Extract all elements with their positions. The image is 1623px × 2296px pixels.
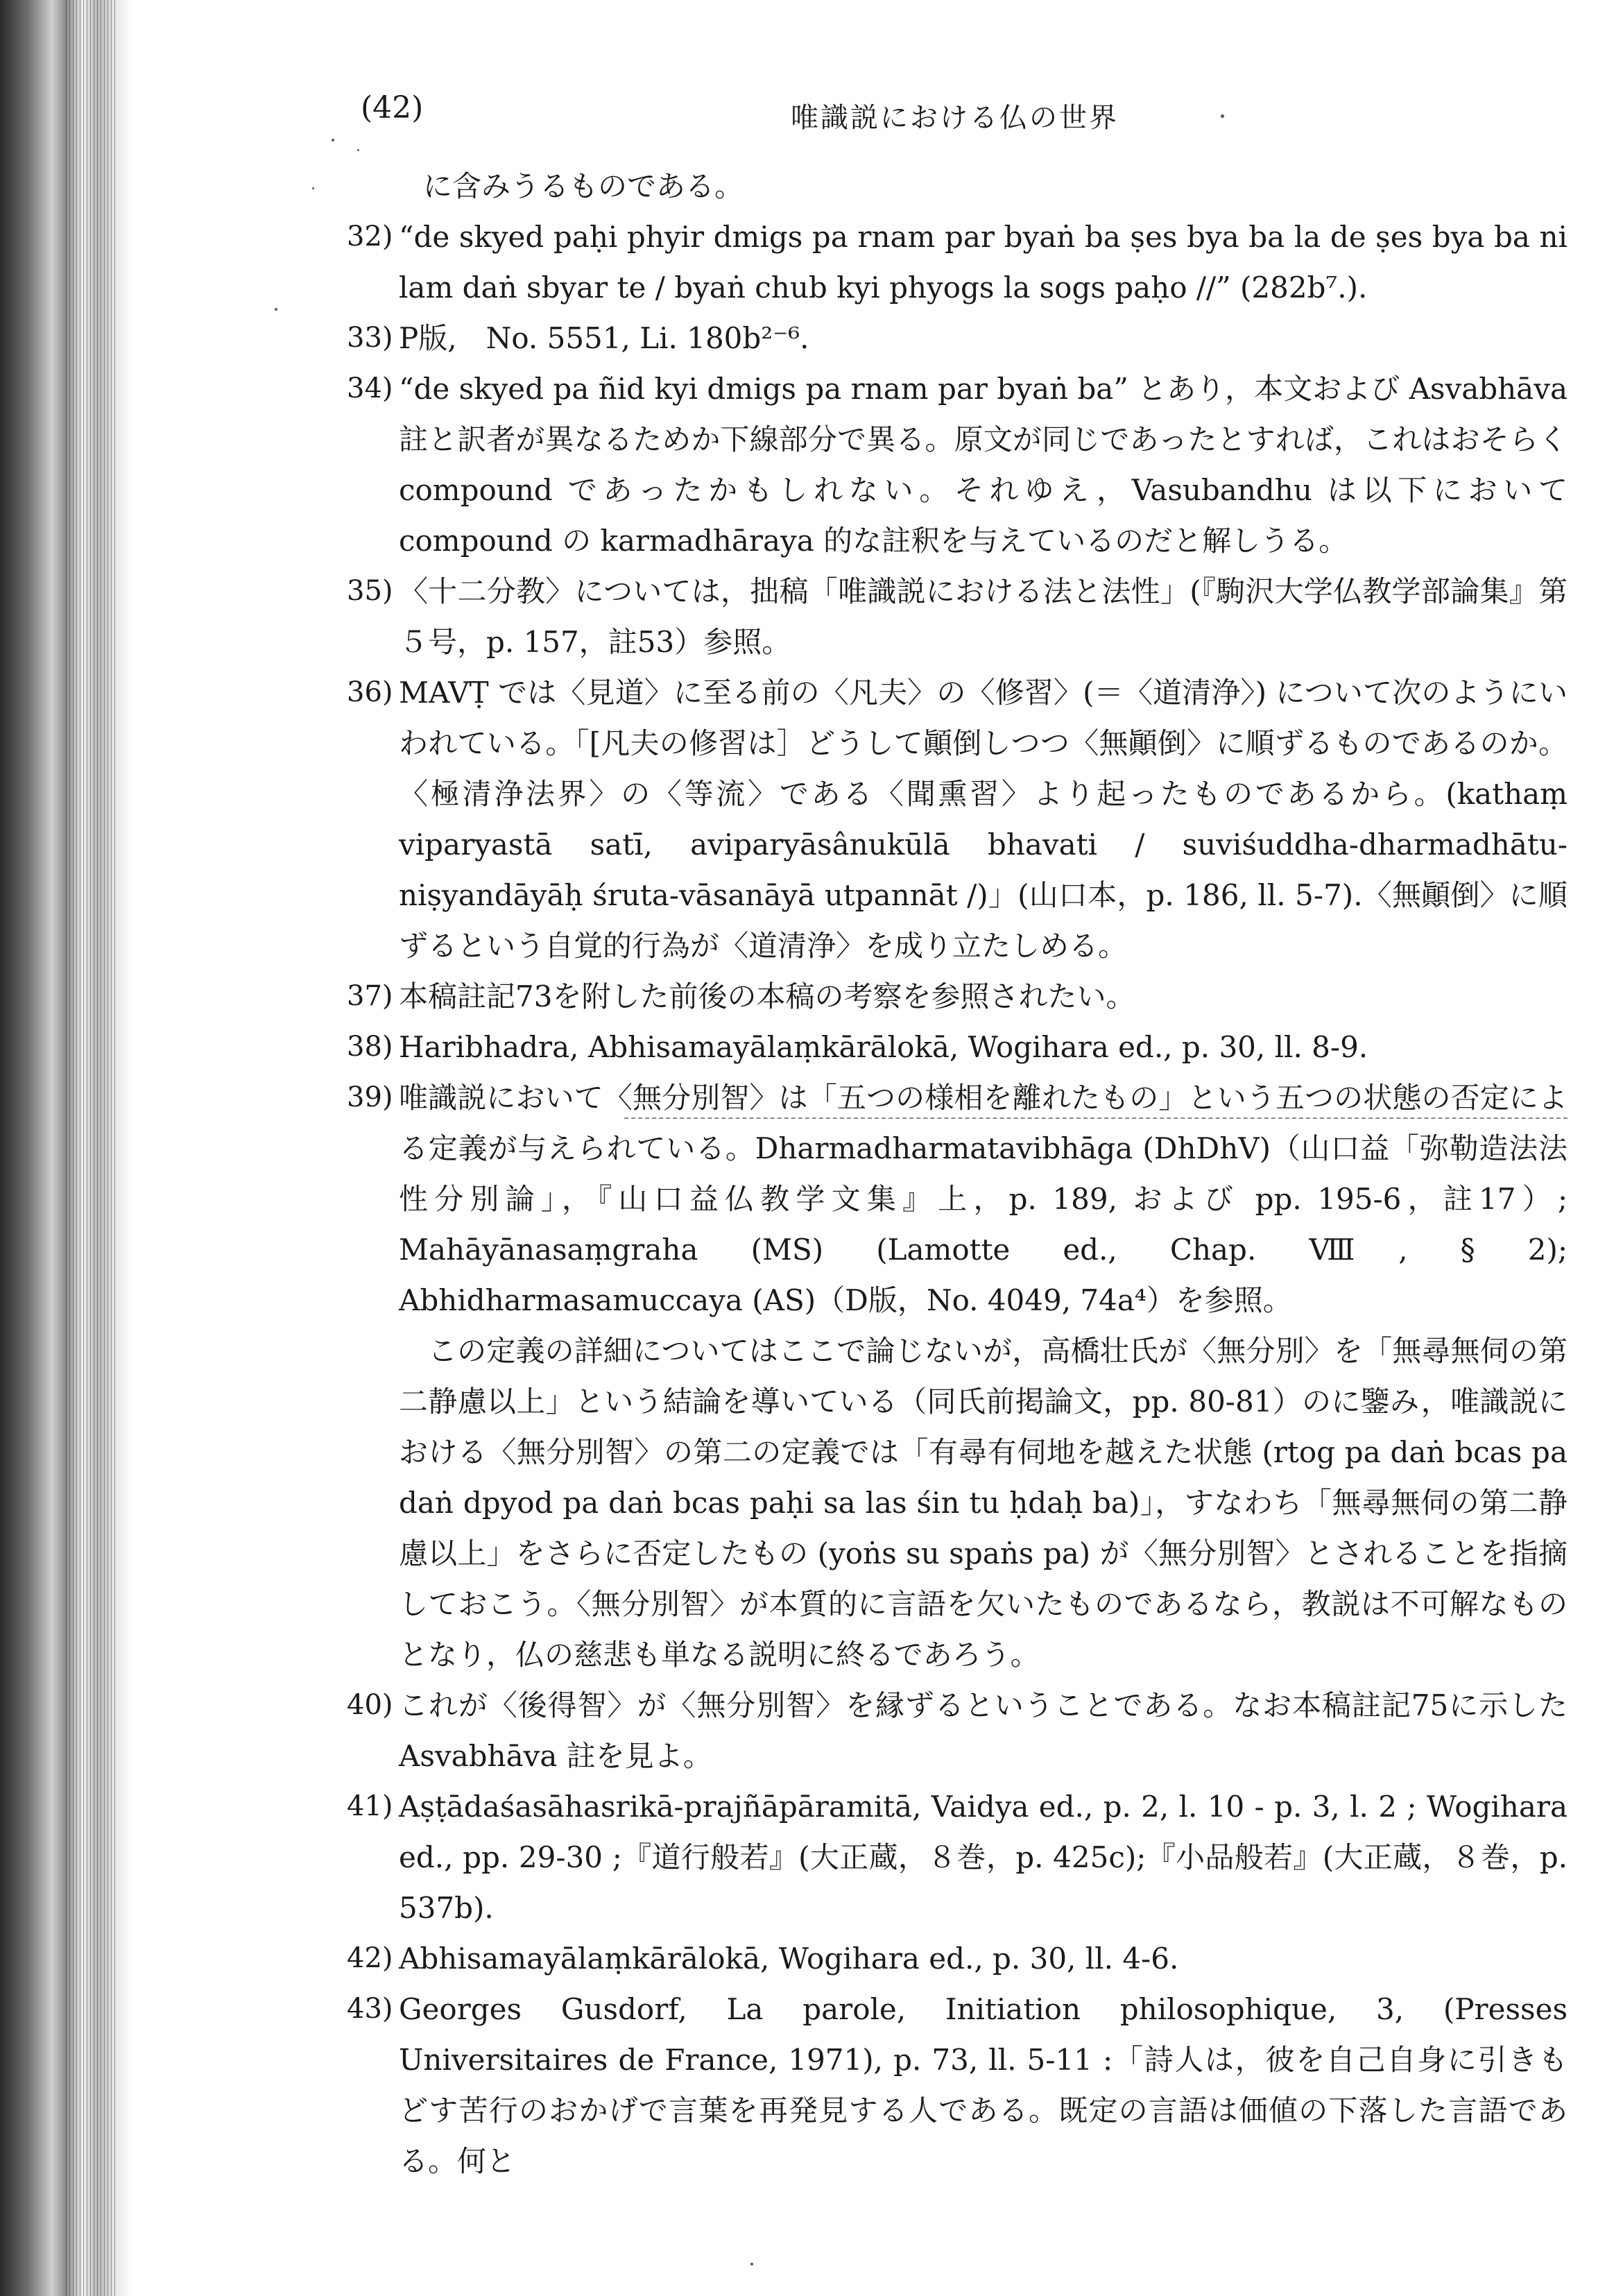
note-32 xyxy=(347,212,1568,313)
note-body xyxy=(399,1072,1568,1680)
scan-speck xyxy=(312,187,314,189)
note-number: 34) xyxy=(347,372,393,404)
note-number: 33) xyxy=(347,322,393,354)
note-text: 唯識説において〈無分別智〉は「五つの様相を離れたもの」という五つの状態の否定による定義が与えられている。Dharmadharmatavibhāga (DhDhV)（山口益「弥勒造法法性分別論」，『山口益仏教学文集』上，p. 189, および pp. 195-6，註17）; Mahāyānasaṃgraha (MS) (Lamotte ed., Chap. Ⅷ, § 2); Abhidharmasamuccaya (AS)（D版，No. 4049, 74a⁴）を参照。 xyxy=(399,1081,1568,1317)
note-number: 42) xyxy=(347,1942,393,1974)
note-number: 32) xyxy=(347,221,393,252)
note-40 xyxy=(347,1680,1568,1781)
page-header xyxy=(0,90,1623,146)
note-35 xyxy=(347,566,1568,667)
book-binding-edge xyxy=(0,0,132,2296)
page-number: (42) xyxy=(361,90,424,126)
note-number: 38) xyxy=(347,1031,393,1063)
note-41 xyxy=(347,1781,1568,1933)
note-text: MAVṬ では〈見道〉に至る前の〈凡夫〉の〈修習〉(＝〈道清浄〉) について次のようにいわれている。「[凡夫の修習は］どうして顚倒しつつ〈無顚倒〉に順ずるものであるのか。〈極清浄法界〉の〈等流〉である〈聞熏習〉より起ったものであるから。(kathaṃ viparyastā satī, aviparyāsânukūlā bhavati / suviśuddha-dharmadhātu-niṣyandāyāḥ śruta-vāsanāyā utpannāt /)」(山口本，p. 186, ll. 5-7).〈無顚倒〉に順ずるという自覚的行為が〈道清浄〉を成り立たしめる。 xyxy=(399,676,1568,963)
note-43 xyxy=(347,1984,1568,2186)
footnotes-body xyxy=(347,161,1568,2186)
running-title: 唯識説における仏の世界 xyxy=(791,102,1119,134)
note-text: 本稿註記73を附した前後の本稿の考察を参照されたい。 xyxy=(399,979,1135,1013)
scan-speck xyxy=(750,2263,753,2265)
note-text: P版, No. 5551, Li. 180b²⁻⁶. xyxy=(399,321,809,355)
note-number: 36) xyxy=(347,676,393,708)
note-text: Abhisamayālaṃkārālokā, Wogihara ed., p. 30, ll. 4-6. xyxy=(399,1942,1179,1976)
note-number: 37) xyxy=(347,980,393,1012)
note-39 xyxy=(347,1072,1568,1680)
note-34 xyxy=(347,363,1568,566)
note-42 xyxy=(347,1933,1568,1984)
note-38 xyxy=(347,1022,1568,1072)
note-text: “de skyed paḥi phyir dmigs pa rnam par byaṅ ba ṣes bya ba la de ṣes bya ba ni lam daṅ sbyar te / byaṅ chub kyi phyogs la sogs paḥo //” (282b⁷.). xyxy=(399,220,1568,305)
note-text-paragraph-2: この定義の詳細についてはここで論じないが，高橋壮氏が〈無分別〉を「無尋無伺の第二静慮以上」という結論を導いている（同氏前掲論文，pp. 80-81）のに鑒み，唯識説における〈無分別智〉の第二の定義では「有尋有伺地を越えた状態 (rtog pa daṅ bcas pa daṅ dpyod pa daṅ bcas paḥi sa las śin tu ḥdaḥ ba)」，すなわち「無尋無伺の第二静慮以上」をさらに否定したもの (yoṅs su spaṅs pa) が〈無分別智〉とされることを指摘しておこう。〈無分別智〉が本質的に言語を欠いたものであるなら，教説は不可解なものとなり，仏の慈悲も単なる説明に終るであろう。 xyxy=(399,1334,1568,1672)
note-text: 〈十二分教〉については，拙稿「唯識説における法と法性」(『駒沢大学仏教学部論集』第５号，p. 157，註53）参照。 xyxy=(399,574,1568,659)
scan-speck xyxy=(275,308,277,311)
note-text: これが〈後得智〉が〈無分別智〉を縁ずるということである。なお本稿註記75に示した Asvabhāva 註を見よ。 xyxy=(399,1688,1568,1773)
note-number: 40) xyxy=(347,1689,393,1721)
note-number: 35) xyxy=(347,575,393,607)
note-number: 43) xyxy=(347,1993,393,2025)
note-number: 39) xyxy=(347,1081,393,1113)
note-37 xyxy=(347,971,1568,1022)
continuation-line: に含みうるものである。 xyxy=(423,169,744,203)
note-text: Aṣṭādaśasāhasrikā-prajñāpāramitā, Vaidya ed., p. 2, l. 10 - p. 3, l. 2 ; Wogihara ed., pp. 29-30 ;『道行般若』(大正蔵，８巻，p. 425c);『小品般若』(大正蔵，８巻，p. 537b). xyxy=(399,1790,1568,1925)
note-33 xyxy=(347,313,1568,363)
note-number: 41) xyxy=(347,1790,393,1822)
note-text: Haribhadra, Abhisamayālaṃkārālokā, Wogihara ed., p. 30, ll. 8-9. xyxy=(399,1030,1368,1064)
page-edge-lines xyxy=(66,0,118,2296)
scan-speck xyxy=(357,149,359,151)
note-text: “de skyed pa ñid kyi dmigs pa rnam par byaṅ ba” とあり，本文および Asvabhāva 註と訳者が異なるためか下線部分で異る。原文が同じであったとすれば，これはおそらく compound であったかもしれない。それゆえ，Vasubandhu は以下において compound の karmadhāraya 的な註釈を与えているのだと解しうる。 xyxy=(399,372,1568,558)
note-text: Georges Gusdorf, La parole, Initiation philosophique, 3, (Presses Universitaires de France, 1971), p. 73, ll. 5-11 :「詩人は，彼を自己自身に引きもどす苦行のおかげで言葉を再発見する人である。既定の言語は価値の下落した言語である。何と xyxy=(399,1992,1568,2178)
note-36 xyxy=(347,667,1568,971)
